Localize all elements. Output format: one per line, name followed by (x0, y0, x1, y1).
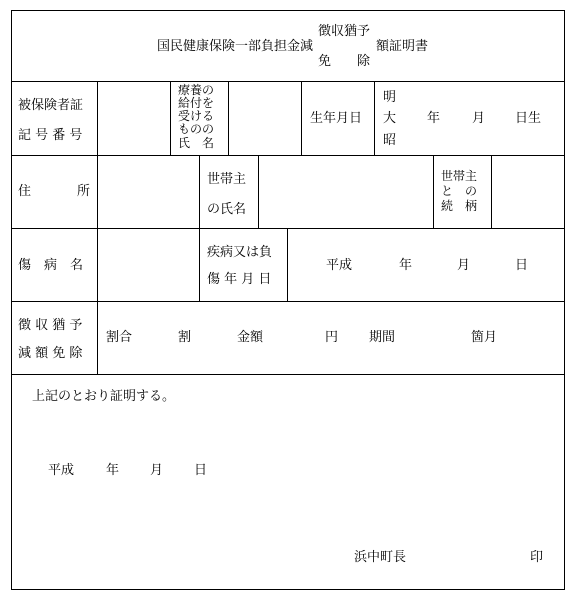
recipient-label-5: 氏 名 (178, 136, 215, 150)
cert-day-unit: 日 (194, 463, 208, 478)
row-divider (11, 374, 565, 375)
birth-month-unit: 月 (472, 111, 486, 126)
relation-label-2: と の (441, 184, 478, 198)
birth-year-unit: 年 (427, 111, 441, 126)
injury-era: 平成 (326, 258, 353, 273)
title-line1: 徴収猶予 (318, 24, 371, 39)
cell-divider (228, 81, 229, 155)
household-head-label: 世帯主 (207, 172, 247, 187)
row-divider (11, 155, 565, 156)
address-label-2: 所 (77, 184, 91, 199)
address-label-1: 住 (18, 184, 32, 199)
seal-mark: 印 (530, 550, 544, 565)
cell-divider (433, 155, 434, 228)
injury-date-label-1: 疾病又は負 (207, 245, 273, 260)
cell-divider (97, 228, 98, 301)
recipient-label-4: ものの (178, 122, 215, 136)
row-divider (11, 301, 565, 302)
wari-unit: 割 (178, 330, 192, 345)
cell-divider (301, 81, 302, 155)
era-showa: 昭 (383, 133, 397, 148)
cell-divider (97, 301, 98, 374)
title-main: 国民健康保険一部負担金減 (157, 39, 314, 54)
cert-era: 平成 (48, 463, 75, 478)
row-divider (11, 81, 565, 82)
recipient-label-2: 給付を (178, 96, 215, 110)
months-unit: 箇月 (471, 330, 498, 345)
relation-label-3: 続 柄 (441, 199, 478, 213)
cell-divider (374, 81, 375, 155)
cert-year-unit: 年 (106, 463, 120, 478)
form-frame (11, 10, 565, 590)
title-line3: 免 除 (318, 54, 371, 69)
cell-divider (199, 155, 200, 228)
injury-month-unit: 月 (457, 258, 471, 273)
row-divider (11, 228, 565, 229)
era-taisho: 大 (383, 111, 397, 126)
injury-date-label-2: 傷 年 月 日 (207, 272, 272, 287)
yen-unit: 円 (325, 330, 339, 345)
cell-divider (97, 81, 98, 155)
birthdate-label: 生年月日 (310, 111, 363, 126)
mayor-label: 浜中町長 (354, 550, 407, 565)
cell-divider (287, 228, 288, 301)
insured-card-label: 被保険者証 (18, 98, 84, 113)
cell-divider (97, 155, 98, 228)
cell-divider (199, 228, 200, 301)
cell-divider (170, 81, 171, 155)
amount-label: 金額 (237, 330, 264, 345)
certification-statement: 上記のとおり証明する。 (32, 389, 176, 404)
deferral-label: 徴 収 猶 予 (18, 318, 83, 333)
period-label: 期間 (369, 330, 396, 345)
cell-divider (491, 155, 492, 228)
disease-name-label: 傷 病 名 (18, 258, 84, 273)
cell-divider (258, 155, 259, 228)
relation-label-1: 世帯主 (441, 169, 478, 183)
recipient-label-3: 受ける (178, 109, 215, 123)
title-tail: 額証明書 (376, 39, 429, 54)
household-head-name-label: の氏名 (207, 202, 247, 217)
symbol-number-label: 記 号 番 号 (18, 128, 83, 143)
birth-day-unit: 日生 (515, 111, 542, 126)
ratio-label: 割合 (106, 330, 133, 345)
injury-year-unit: 年 (399, 258, 413, 273)
recipient-label-1: 療養の (178, 83, 215, 97)
cert-month-unit: 月 (150, 463, 164, 478)
era-meiji: 明 (383, 90, 397, 105)
injury-day-unit: 日 (515, 258, 529, 273)
reduction-label: 減 額 免 除 (18, 346, 83, 361)
